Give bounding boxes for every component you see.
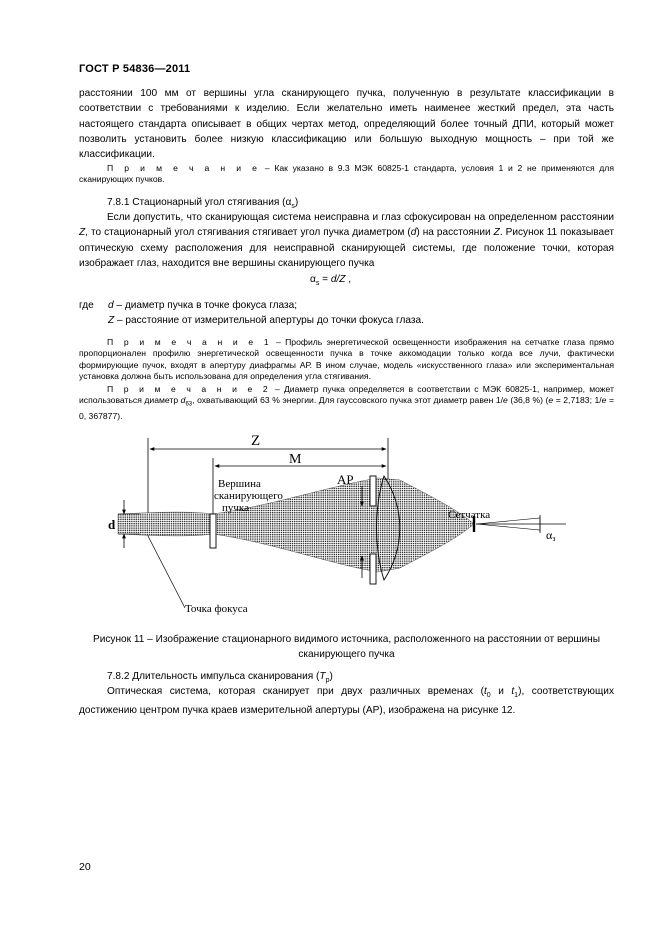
label-z: Z: [251, 433, 261, 449]
paragraph-scan-duration: Оптическая система, которая сканирует при двух различных временах ($t_0$ и $t_1$), соответствующих достижению центром пучка краев измерительной апертуры (АР), изображена на рисунке 12.: [79, 686, 614, 717]
beam-shape: [118, 478, 474, 572]
label-vertex-3: пучка: [222, 502, 249, 514]
note-2-label: П р и м е ч а н и е 2: [107, 384, 271, 394]
section-7-8-2-heading: 7.8.2 Длительность импульса сканирования $(T_p)$: [107, 671, 333, 685]
note-general: [79, 163, 614, 186]
legend-label: где: [79, 300, 94, 311]
legend-d: d – диаметр пучка в точке фокуса глаза;: [108, 300, 298, 311]
aperture-bottom: [370, 554, 376, 584]
paragraph-intro: расстоянии 100 мм от вершины угла сканирующего пучка, полученную в результате классификации в соответствии с требованиями к изделию. Если желательно иметь наименее жесткий предел, эта часть настоящего стандарта описывает в общих чертах метод, определяющий более точный ДПИ, который может позволить установить более низкую классификацию или большую выходную мощность – при той же классификации.: [79, 88, 614, 161]
label-vertex-1: Вершина: [218, 478, 261, 490]
figure-caption: Рисунок 11 – Изображение стационарного видимого источника, расположенного на расстоянии от вершины сканирующего пучка: [93, 634, 600, 660]
label-alpha: αз: [546, 528, 556, 543]
label-vertex-2: сканирующего: [214, 490, 283, 502]
label-focus: Точка фокуса: [185, 603, 248, 615]
label-m: M: [289, 452, 302, 467]
label-retina: Сетчатка: [448, 509, 491, 521]
note-label: П р и м е ч а н и е: [107, 163, 261, 173]
label-d: d: [108, 517, 116, 532]
note-text: – Как указано в 9.3 МЭК 60825-1 стандарта, условия 1 и 2 не применяются для сканирующих пучков.: [79, 163, 614, 185]
document-header: ГОСТ Р 54836—2011: [79, 63, 191, 75]
formula-alpha-s: $\alpha_s = d/Z$ ,: [309, 274, 352, 288]
label-ap: AP: [337, 472, 354, 487]
formula-legend: [79, 298, 614, 330]
aperture-top: [370, 476, 376, 506]
paragraph-stationary-angle: Если допустить, что сканирующая система неисправна и глаз сфокусирован на определенном расстоянии Z, то стационарный угол стягивания стягивает угол пучка диаметром (d) на расстоянии Z. Рисунок 11 показывает оптическую схему расположения для неисправной сканирующей системы, где положение точки, которая изображает глаз, находится вне вершины сканирующего пучка: [79, 212, 614, 269]
page-number: 20: [79, 861, 91, 873]
note-1-text: – Профиль энергетической освещенности изображения на сетчатке глаза прямо пропорционален профилю энергетической освещенности пучка в точке аккомодации только когда все лучи, фактически формирующие пучок, входят в апертуру диафрагмы АР. В ином случае, модель «искусственного глаза» или экспериментальная установка должна быть использована для определения угла стягивания.: [79, 337, 614, 381]
section-7-8-1-heading: 7.8.1 Стационарный угол стягивания $(\alpha_s)$: [107, 197, 299, 211]
legend-z: Z – расстояние от измерительной апертуры до точки фокуса глаза.: [108, 315, 424, 326]
note-1: [79, 337, 614, 382]
vertex-plate: [210, 514, 216, 548]
note-1-label: П р и м е ч а н и е 1: [107, 337, 272, 347]
figure-11-diagram: [100, 428, 570, 628]
note-2: П р и м е ч а н и е 2 – Диаметр пучка определяется в соответствии с МЭК 60825-1, например, может использоваться диаметр $d_{63}$, охватывающий 63 % энергии. Для гауссовского пучка этот диаметр равен 1/e (36,8 %) (e = 2,7183; 1/e = 0, 367877).: [79, 384, 615, 422]
